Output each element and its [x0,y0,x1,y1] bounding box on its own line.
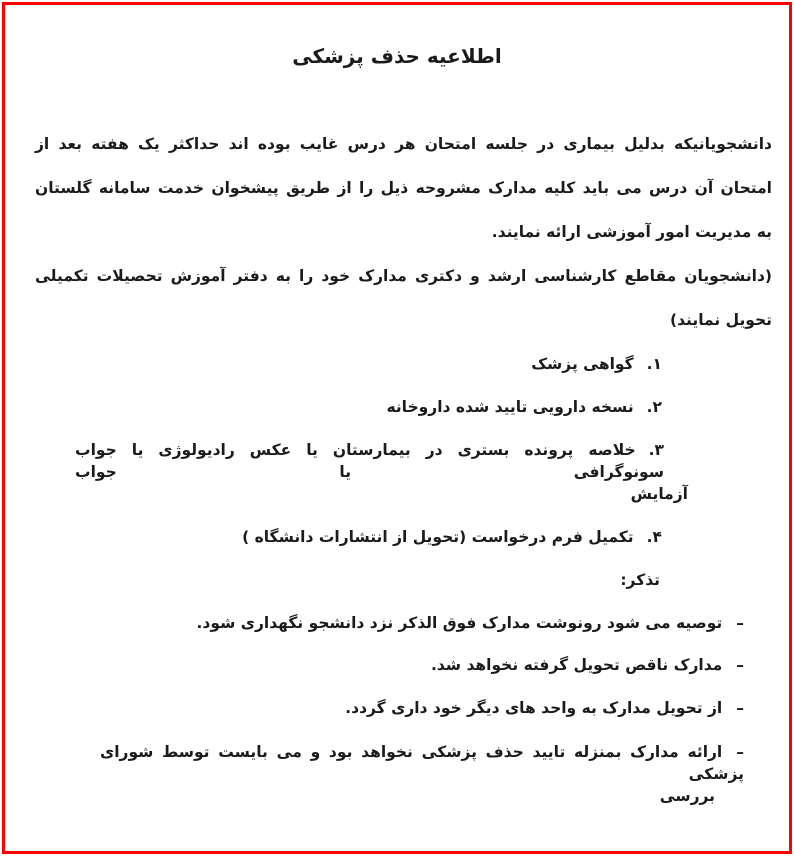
bullet-item-4-wrap: بررسی [659,787,715,805]
bullet-item-4-text: ارائه مدارک بمنزله تایید حذف پزشکی نخواهد بود و می بایست توسط شورای پزشکی [100,743,744,783]
bullet-item-1 [197,612,744,634]
paragraph1-line1: دانشجویانیکه بدلیل بیماری در جلسه امتحان هر درس غایب بوده اند حداکثر یک هفته بعد از [35,135,772,153]
document-title: اطلاعیه حذف پزشکی [292,44,502,68]
paragraph1-line3: به مدیریت امور آموزشی ارائه نمایند. [491,223,772,241]
list-item-3-number: ۳. [648,441,664,459]
bullet-item-3-text: از تحویل مدارک به واحد های دیگر خود داری گردد. [345,699,723,717]
list-item-1-text: گواهی پزشک [531,355,634,373]
bullet-item-2 [431,654,744,676]
list-item-3-text: خلاصه پرونده بستری در بیمارستان یا عکس رادیولوژی یا جواب سونوگرافی یا جواب [75,441,664,481]
paragraph1-line2: امتحان آن درس می باید کلیه مدارک مشروحه ذیل را از طریق پیشخوان خدمت سامانه گلستان [35,179,772,197]
list-item-4-text: تکمیل فرم درخواست (تحویل از انتشارات دانشگاه ) [242,528,634,546]
list-item-1-number: ۱. [646,355,662,373]
bullet-dash-icon: – [736,699,744,717]
list-item-2-number: ۲. [646,398,662,416]
list-item-3 [75,439,664,483]
bullet-dash-icon: – [736,743,744,761]
bullet-item-1-text: توصیه می شود رونوشت مدارک فوق الذکر نزد دانشجو نگهداری شود. [196,614,723,632]
bullet-item-2-text: مدارک ناقص تحویل گرفته نخواهد شد. [430,656,723,674]
bullet-dash-icon: – [736,656,744,674]
list-item-3-wrap: آزمایش [630,485,688,503]
bullet-item-4 [100,741,744,785]
paragraph2-line2: تحویل نمایند) [670,311,772,329]
red-border-frame [2,2,792,854]
list-item-2-text: نسخه دارویی تایید شده داروخانه [386,398,634,416]
list-item-2 [386,396,662,418]
list-item-4 [242,526,662,548]
paragraph2-line1: (دانشجویان مقاطع کارشناسی ارشد و دکتری مدارک خود را به دفتر آموزش تحصیلات تکمیلی [35,267,772,285]
note-label: تذکر: [620,571,660,589]
bullet-dash-icon: – [736,614,744,632]
list-item-4-number: ۴. [646,528,662,546]
list-item-1 [531,353,662,375]
bullet-item-3 [345,697,744,719]
